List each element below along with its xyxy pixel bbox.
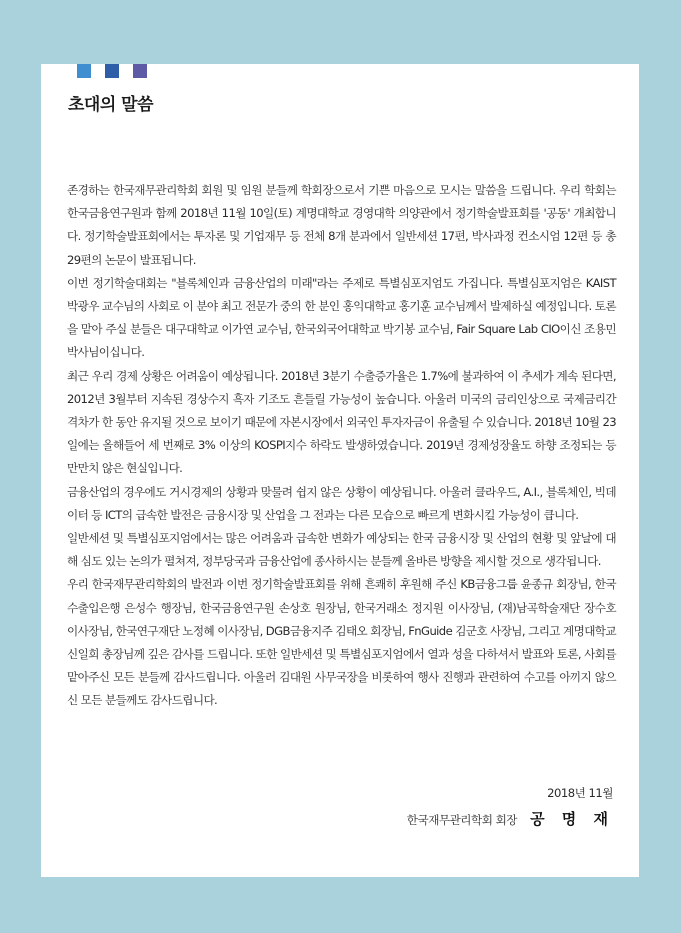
page-title: 초대의 말씀	[68, 95, 154, 115]
paragraph: 우리 한국재무관리학회의 발전과 이번 정기학술발표회를 위해 흔쾌히 후원해 주신 KB금융그룹 윤종규 회장님, 한국수출입은행 은성수 행장님, 한국금융연구원 손상호 원장님, 한국거래소 정지원 이사장님, (재)남곡학술재단 장수호 이사장님, 한국연구재단 노정혜 이사장님, DGB금융지주 김태오 회장님, FnGuide 김군호 사장님, 그리고 계명대학교 신일희 총장님께 깊은 감사를 드립니다. 또한 일반세션 및 특별심포지엄에서 열과 성을 다하셔서 발표와 토론, 사회를 맡아주신 모든 분들께 감사드립니다. 아울러 김대원 사무국장을 비롯하여 행사 진행과 관련하여 수고를 아끼지 않으신 모든 분들께도 감사드립니다.	[67, 577, 616, 708]
paragraph: 존경하는 한국재무관리학회 회원 및 임원 분들께 학회장으로서 기쁜 마음으로 모시는 말씀을 드립니다. 우리 학회는 한국금융연구원과 함께 2018년 11월 10일(토) 계명대학교 경영대학 의양관에서 정기학술발표회를 '공동' 개최합니다. 정기학술발표회에서는 투자론 및 기업재무 등 전체 8개 분과에서 일반세션 17편, 박사과정 컨소시엄 12편 등 총 29편의 논문이 발표됩니다.	[67, 183, 616, 267]
paragraph: 최근 우리 경제 상황은 어려움이 예상됩니다. 2018년 3분기 수출증가율은 1.7%에 불과하여 이 추세가 계속 된다면, 2012년 3월부터 지속된 경상수지 흑자 기조도 흔들릴 가능성이 높습니다. 아울러 미국의 금리인상으로 국제금리간 격차가 한 동안 유지될 것으로 보이기 때문에 자본시장에서 외국인 투자자금이 유출될 수 있습니다. 2018년 10월 23일에는 올해들어 세 번째로 3% 이상의 KOSPI지수 하락도 발생하였습니다. 2019년 경제성장율도 하향 조정되는 등 만만치 않은 현실입니다.	[67, 368, 616, 476]
paragraph: 이번 정기학술대회는 "블록체인과 금융산업의 미래"라는 주제로 특별심포지엄도 가집니다. 특별심포지엄은 KAIST 박광우 교수님의 사회로 이 분야 최고 전문가 중의 한 분인 홍익대학교 홍기훈 교수님께서 발제하실 예정입니다. 토론을 맡아 주실 분들은 대구대학교 이가연 교수님, 한국외국어대학교 박기봉 교수님, Fair Square Lab CIO이신 조용민 박사님이십니다.	[67, 275, 616, 360]
letter-body	[67, 179, 616, 713]
decorative-square-navy	[105, 64, 119, 78]
paragraph: 일반세션 및 특별심포지엄에서는 많은 어려움과 급속한 변화가 예상되는 한국 금융시장 및 산업의 현황 및 앞날에 대해 심도 있는 논의가 펼쳐져, 정부당국과 금융산업에 종사하시는 분들께 올바른 방향을 제시할 것으로 생각됩니다.	[67, 531, 616, 569]
decorative-square-purple	[133, 64, 147, 78]
document-page	[41, 64, 639, 877]
signature-name: 공 명 재	[530, 810, 614, 828]
signature-org: 한국재무관리학회 회장	[406, 813, 517, 827]
letter-date: 2018년 11월	[547, 786, 613, 800]
decorative-square-blue	[77, 64, 91, 78]
signature	[407, 808, 614, 829]
paragraph: 금융산업의 경우에도 거시경제의 상황과 맞물려 쉽지 않은 상황이 예상됩니다. 아울러 클라우드, A.I., 블록체인, 빅데이터 등 ICT의 급속한 발전은 금융시장 및 산업을 그 전과는 다른 모습으로 빠르게 변화시킬 가능성이 큽니다.	[67, 484, 616, 522]
